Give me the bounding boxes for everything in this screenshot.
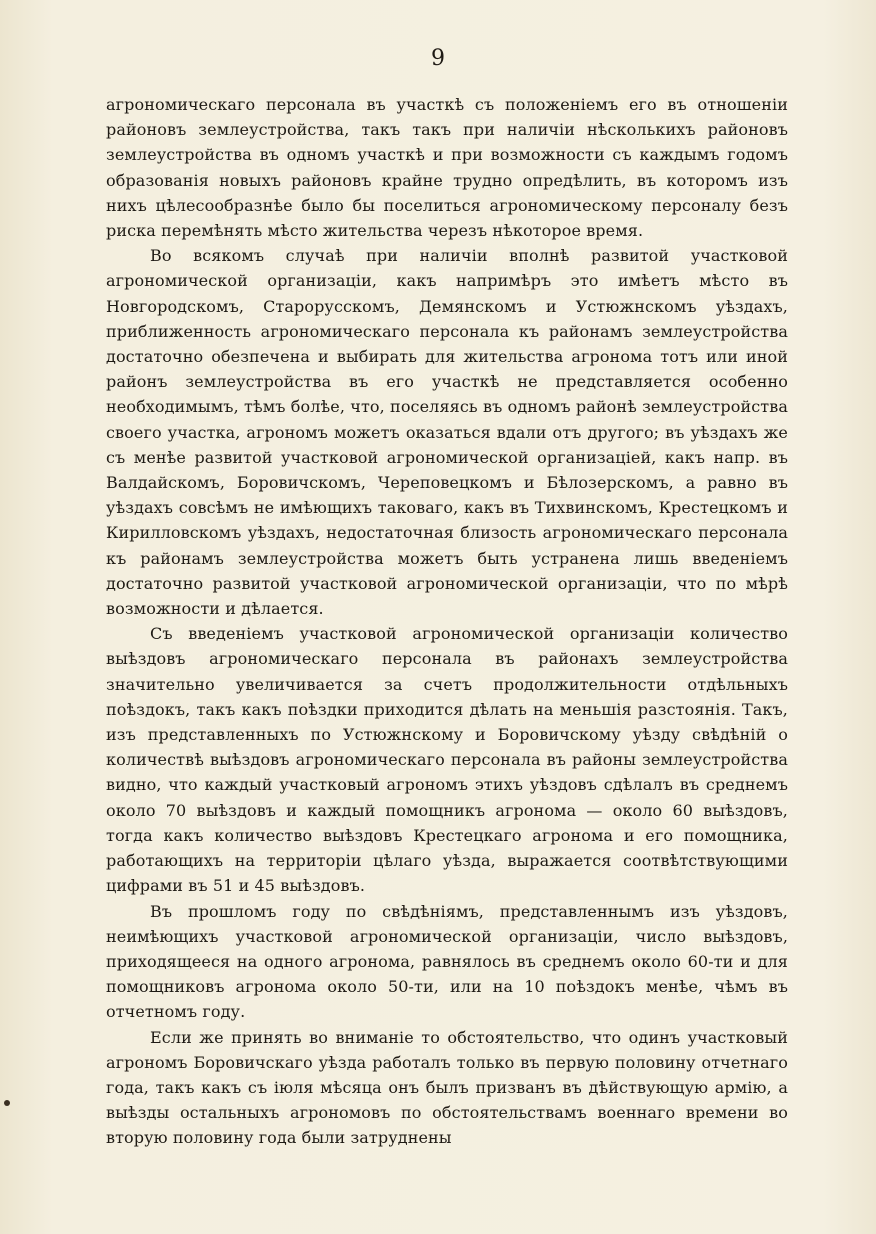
margin-mark — [4, 1100, 10, 1106]
paragraph-5: Если же принять во вниманіе то обстоятельство, что одинъ участковый агрономъ Боровичскаго уѣзда работалъ только въ первую половину отчетнаго года, такъ какъ съ іюля мѣсяца онъ былъ призванъ въ дѣйствующую армію, а выѣзды остальныхъ агрономовъ по обстоятельствамъ военнаго времени во вторую половину года были затруднены — [106, 1027, 788, 1148]
paragraph-3: Съ введеніемъ участковой агрономической организаціи количество выѣздовъ агрономическаго персонала въ районахъ землеустройства значительно увеличивается за счетъ продолжительности отдѣльныхъ поѣздокъ, такъ какъ поѣздки приходится дѣлать на меньшія разстоянія. Такъ, изъ представленныхъ по Устюжнскому и Боровичскому уѣзду свѣдѣній о количествѣ выѣздовъ агрономическаго персонала въ районы землеустройства видно, что каждый участковый агрономъ этихъ уѣздовъ сдѣлалъ въ среднемъ около 70 выѣздовъ и каждый помощникъ агронома — около 60 выѣздовъ, тогда какъ количество выѣздовъ Крестецкаго агронома и его помощника, работающихъ на территоріи цѣлаго уѣзда, выражается соотвѣтствующими цифрами въ 51 и 45 выѣздовъ. — [106, 624, 788, 896]
paragraph-1: агрономическаго персонала въ участкѣ съ положеніемъ его въ отношеніи районовъ землеустройства, такъ такъ при наличіи нѣсколькихъ районовъ землеустройства въ одномъ участкѣ и при возможности съ каждымъ годомъ образованія новыхъ районовъ крайне трудно опредѣлить, въ которомъ изъ нихъ цѣлесообразнѣе было бы поселиться агрономическому персоналу безъ риска перемѣнять мѣсто жительства черезъ нѣкоторое время. — [106, 95, 788, 241]
paragraph-2: Во всякомъ случаѣ при наличіи вполнѣ развитой участковой агрономической организаціи, какъ напримѣръ это имѣетъ мѣсто въ Новгородскомъ, Старорусскомъ, Демянскомъ и Устюжнскомъ уѣздахъ, приближенность агрономическаго персонала къ районамъ землеустройства достаточно обезпечена и выбирать для жительства агронома тотъ или иной районъ землеустройства въ его участкѣ не представляется особенно необходимымъ, тѣмъ болѣе, что, поселяясь въ одномъ районѣ землеустройства своего участка, агрономъ можетъ оказаться вдали отъ другого; въ уѣздахъ же съ менѣе развитой участковой агрономической организаціей, какъ напр. въ Валдайскомъ, Боровичскомъ, Череповецкомъ и Бѣлозерскомъ, а равно въ уѣздахъ совсѣмъ не имѣющихъ таковаго, какъ въ Тихвинскомъ, Крестецкомъ и Кирилловскомъ уѣздахъ, недостаточная близость агрономическаго персонала къ районамъ землеустройства можетъ быть устранена лишь введеніемъ достаточно развитой участковой агрономической организаціи, что по мѣрѣ возможности и дѣлается. — [106, 246, 788, 619]
body-text — [106, 92, 788, 1151]
page-number: 9 — [431, 46, 445, 71]
paragraph-4: Въ прошломъ году по свѣдѣніямъ, представленнымъ изъ уѣздовъ, неимѣющихъ участковой агрономической организаціи, число выѣздовъ, приходящееся на одного агронома, равнялось въ среднемъ около 60-ти и для помощниковъ агронома около 50-ти, или на 10 поѣздокъ менѣе, чѣмъ въ отчетномъ году. — [106, 901, 788, 1022]
